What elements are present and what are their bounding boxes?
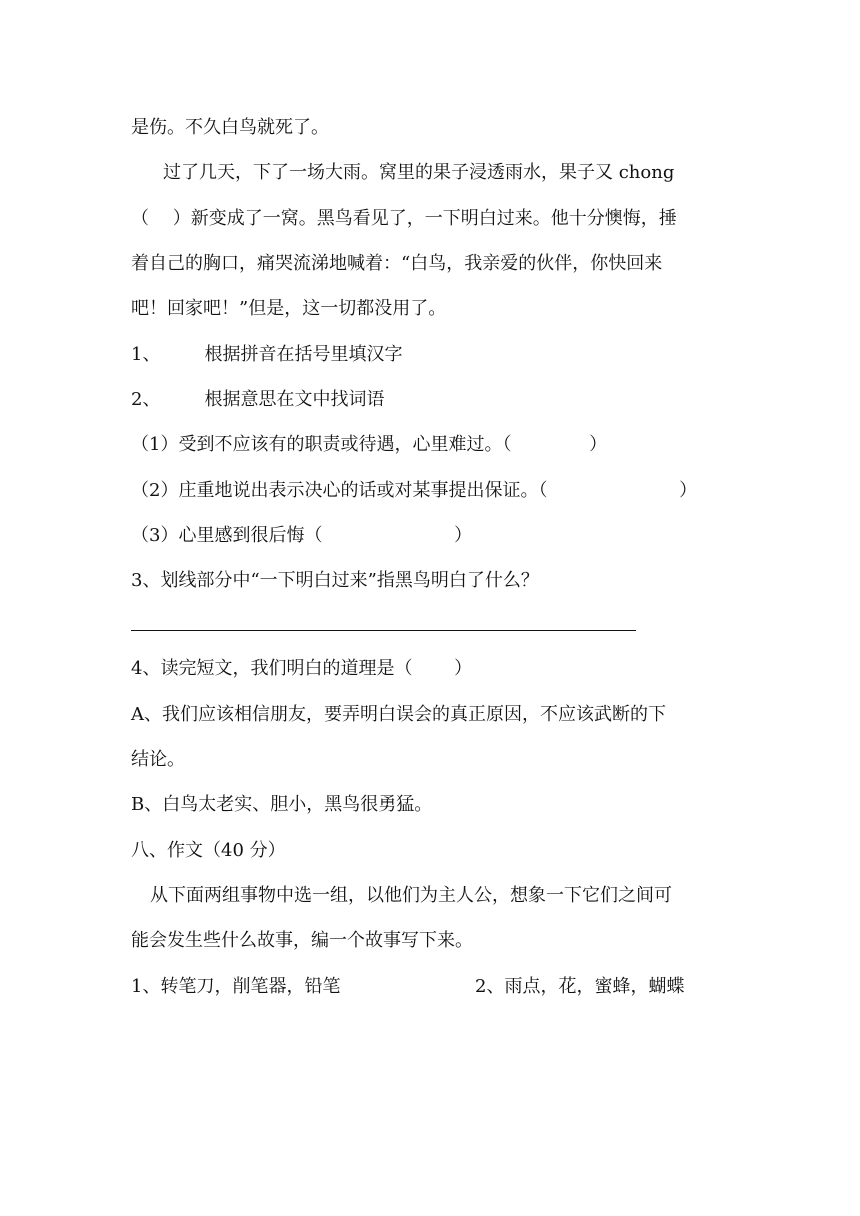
composition-options bbox=[131, 974, 731, 1000]
sub-question: （2）庄重地说出表示决心的话或对某事提出保证。（ ） bbox=[131, 480, 698, 501]
story-line: 着自己的胸口，痛哭流涕地喊着：“白鸟，我亲爱的伙伴，你快回来 bbox=[131, 253, 663, 274]
question-text: 根据意思在文中找词语 bbox=[204, 389, 385, 410]
sub-question: （3）心里感到很后悔（ ） bbox=[131, 525, 473, 546]
story-line: （ ）新变成了一窝。黑鸟看见了，一下明白过来。他十分懊悔，捶 bbox=[131, 208, 677, 229]
composition-prompt: 从下面两组事物中选一组，以他们为主人公，想象一下它们之间可 bbox=[150, 885, 672, 906]
story-line: 吧！回家吧！”但是，这一切都没用了。 bbox=[131, 298, 447, 319]
option-1: 1、转笔刀，削笔器，铅笔 bbox=[131, 976, 341, 997]
composition-prompt: 能会发生些什么故事，编一个故事写下来。 bbox=[131, 930, 473, 951]
question-4: 4、读完短文，我们明白的道理是（ ） bbox=[131, 658, 473, 679]
question-text: 根据拼音在括号里填汉字 bbox=[204, 344, 403, 365]
question-number: 2、 bbox=[131, 389, 161, 410]
option-2: 2、雨点，花，蜜蜂，蝴蝶 bbox=[475, 976, 685, 997]
answer-line bbox=[131, 630, 636, 631]
question-1 bbox=[131, 342, 402, 368]
question-2 bbox=[131, 387, 384, 413]
question-3: 3、划线部分中“一下明白过来”指黑鸟明白了什么？ bbox=[131, 570, 539, 591]
story-line: 过了几天，下了一场大雨。窝里的果子浸透雨水，果子又 chong bbox=[163, 162, 675, 183]
option-a-cont: 结论。 bbox=[131, 749, 185, 770]
option-a: A、我们应该相信朋友，要弄明白误会的真正原因，不应该武断的下 bbox=[131, 704, 666, 725]
sub-question: （1）受到不应该有的职责或待遇，心里难过。（ ） bbox=[131, 434, 608, 455]
option-b: B、白鸟太老实、胆小，黑鸟很勇猛。 bbox=[131, 794, 433, 815]
section-heading: 八、作文（40 分） bbox=[131, 840, 286, 861]
question-number: 1、 bbox=[131, 344, 161, 365]
story-line: 是伤。不久白鸟就死了。 bbox=[131, 117, 329, 138]
